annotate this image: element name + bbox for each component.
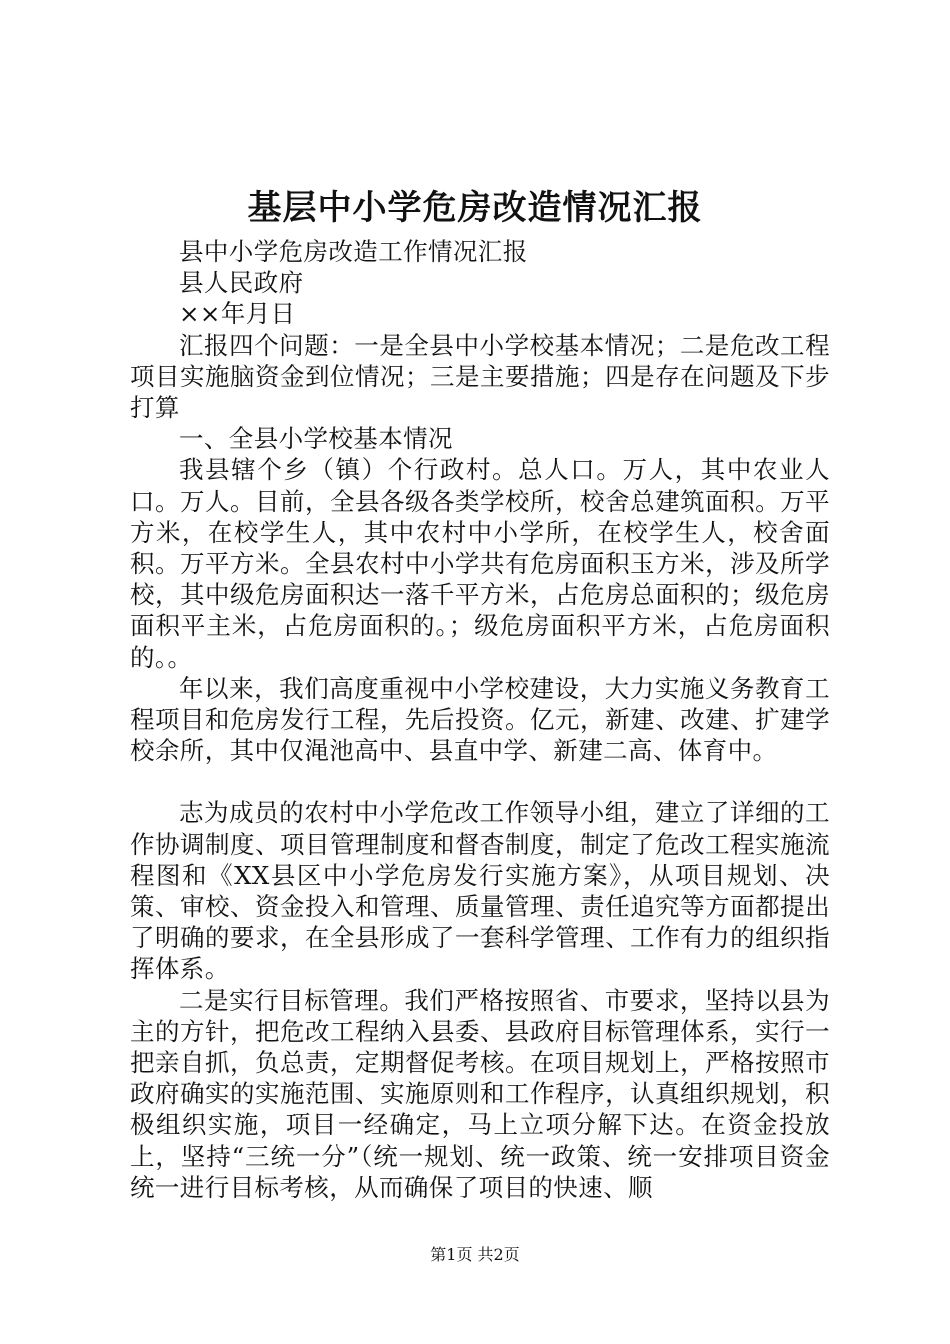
paragraph-target-management: 二是实行目标管理。我们严格按照省、市要求，坚持以县为主的方针，把危改工程纳入县委、县政府目标管理体系，实行一把亲自抓，负总责，定期督促考核。在项目规划上，严格按照市政府确实的实施范围、实施原则和工作程序，认真组织规划，积极组织实施，项目一经确定，马上立项分解下达。在资金投放上，坚持“三统一分”（统一规划、统一政策、统一安排项目资金统一进行目标考核，从而确保了项目的快速、顺 <box>130 985 830 1202</box>
paragraph-overview: 汇报四个问题：一是全县中小学校基本情况；二是危改工程项目实施脑资金到位情况；三是主要措施；四是存在问题及下步打算 <box>130 330 830 423</box>
paragraph-author: 县人民政府 <box>179 268 304 298</box>
document-title: 基层中小学危房改造情况汇报 <box>247 188 703 228</box>
document-body <box>130 236 830 1203</box>
section-heading-basic-situation: 一、全县小学校基本情况 <box>179 424 453 454</box>
paragraph-county-statistics: 我县辖个乡（镇）个行政村。总人口。万人，其中农业人口。万人。目前，全县各级各类学校所，校舍总建筑面积。万平方米，在校学生人，其中农村中小学所，在校学生人，校舍面积。万平方米。全县农村中小学共有危房面积玉方米，涉及所学校，其中级危房面积达一落千平方米，占危房总面积的；级危房面积平主米，占危房面积的。；级危房面积平方米，占危房面积的。。 <box>130 455 830 672</box>
page-number-footer: 第1页 共2页 <box>430 1245 520 1264</box>
paragraph-investment: 年以来，我们高度重视中小学校建设，大力实施义务教育工程项目和危房发行工程，先后投资。亿元，新建、改建、扩建学校余所，其中仅渑池高中、县直中学、新建二高、体育中。 <box>130 673 830 766</box>
paragraph-leadership-group: 志为成员的农村中小学危改工作领导小组，建立了详细的工作协调制度、项目管理制度和督杳制度，制定了危改工程实施流程图和《XX县区中小学危房发行实施方案》，从项目规划、决策、审校、资金投入和管理、质量管理、责任追究等方面都提出了明确的要求，在全县形成了一套科学管理、工作有力的组织指挥体系。 <box>130 798 830 984</box>
paragraph-report-heading: 县中小学危房改造工作情况汇报 <box>179 237 528 266</box>
paragraph-date: ××年月日 <box>179 299 296 329</box>
